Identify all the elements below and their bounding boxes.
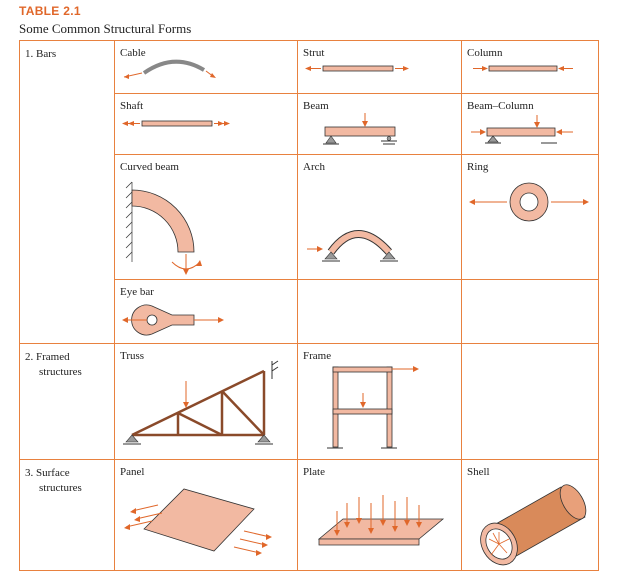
table-label: TABLE 2.1 (19, 4, 81, 18)
category-label: 1. Bars (25, 48, 57, 60)
cell-ring (461, 154, 599, 279)
category-bars (25, 47, 56, 62)
cell-shell (461, 459, 599, 571)
form-label: Shell (467, 466, 490, 478)
cell-curved-beam (114, 154, 297, 279)
category-label-line2: structures (39, 482, 82, 494)
form-label: Shaft (120, 100, 144, 112)
category-label: 3. Surface (25, 467, 70, 479)
form-label: Curved beam (120, 161, 179, 173)
category-label: 2. Framed (25, 351, 70, 363)
cell-panel (114, 459, 297, 571)
table-title: Some Common Structural Forms (19, 21, 192, 36)
cell-cable (114, 40, 297, 93)
cell-plate (297, 459, 461, 571)
cell-strut (297, 40, 461, 93)
category-framed-structures (25, 350, 82, 380)
category-label-line2: structures (39, 366, 82, 378)
cell-eye-bar (114, 279, 297, 343)
cell-arch (297, 154, 461, 279)
category-surface-structures (25, 466, 82, 496)
form-label: Panel (120, 466, 145, 478)
structural-forms-table (19, 40, 599, 571)
form-label: Cable (120, 47, 146, 59)
form-label: Strut (303, 47, 325, 59)
form-label: Arch (303, 161, 325, 173)
form-label: Truss (120, 350, 145, 362)
form-label: Beam–Column (467, 100, 534, 112)
cell-column (461, 40, 599, 93)
form-label: Column (467, 47, 503, 59)
form-label: Ring (467, 161, 489, 173)
form-label: Plate (303, 466, 325, 478)
cell-beam (297, 93, 461, 154)
cell-truss (114, 343, 297, 459)
cell-beam-column (461, 93, 599, 154)
form-label: Eye bar (120, 286, 154, 298)
cell-frame (297, 343, 461, 459)
form-label: Beam (303, 100, 329, 112)
cell-shaft (114, 93, 297, 154)
form-label: Frame (303, 350, 332, 362)
